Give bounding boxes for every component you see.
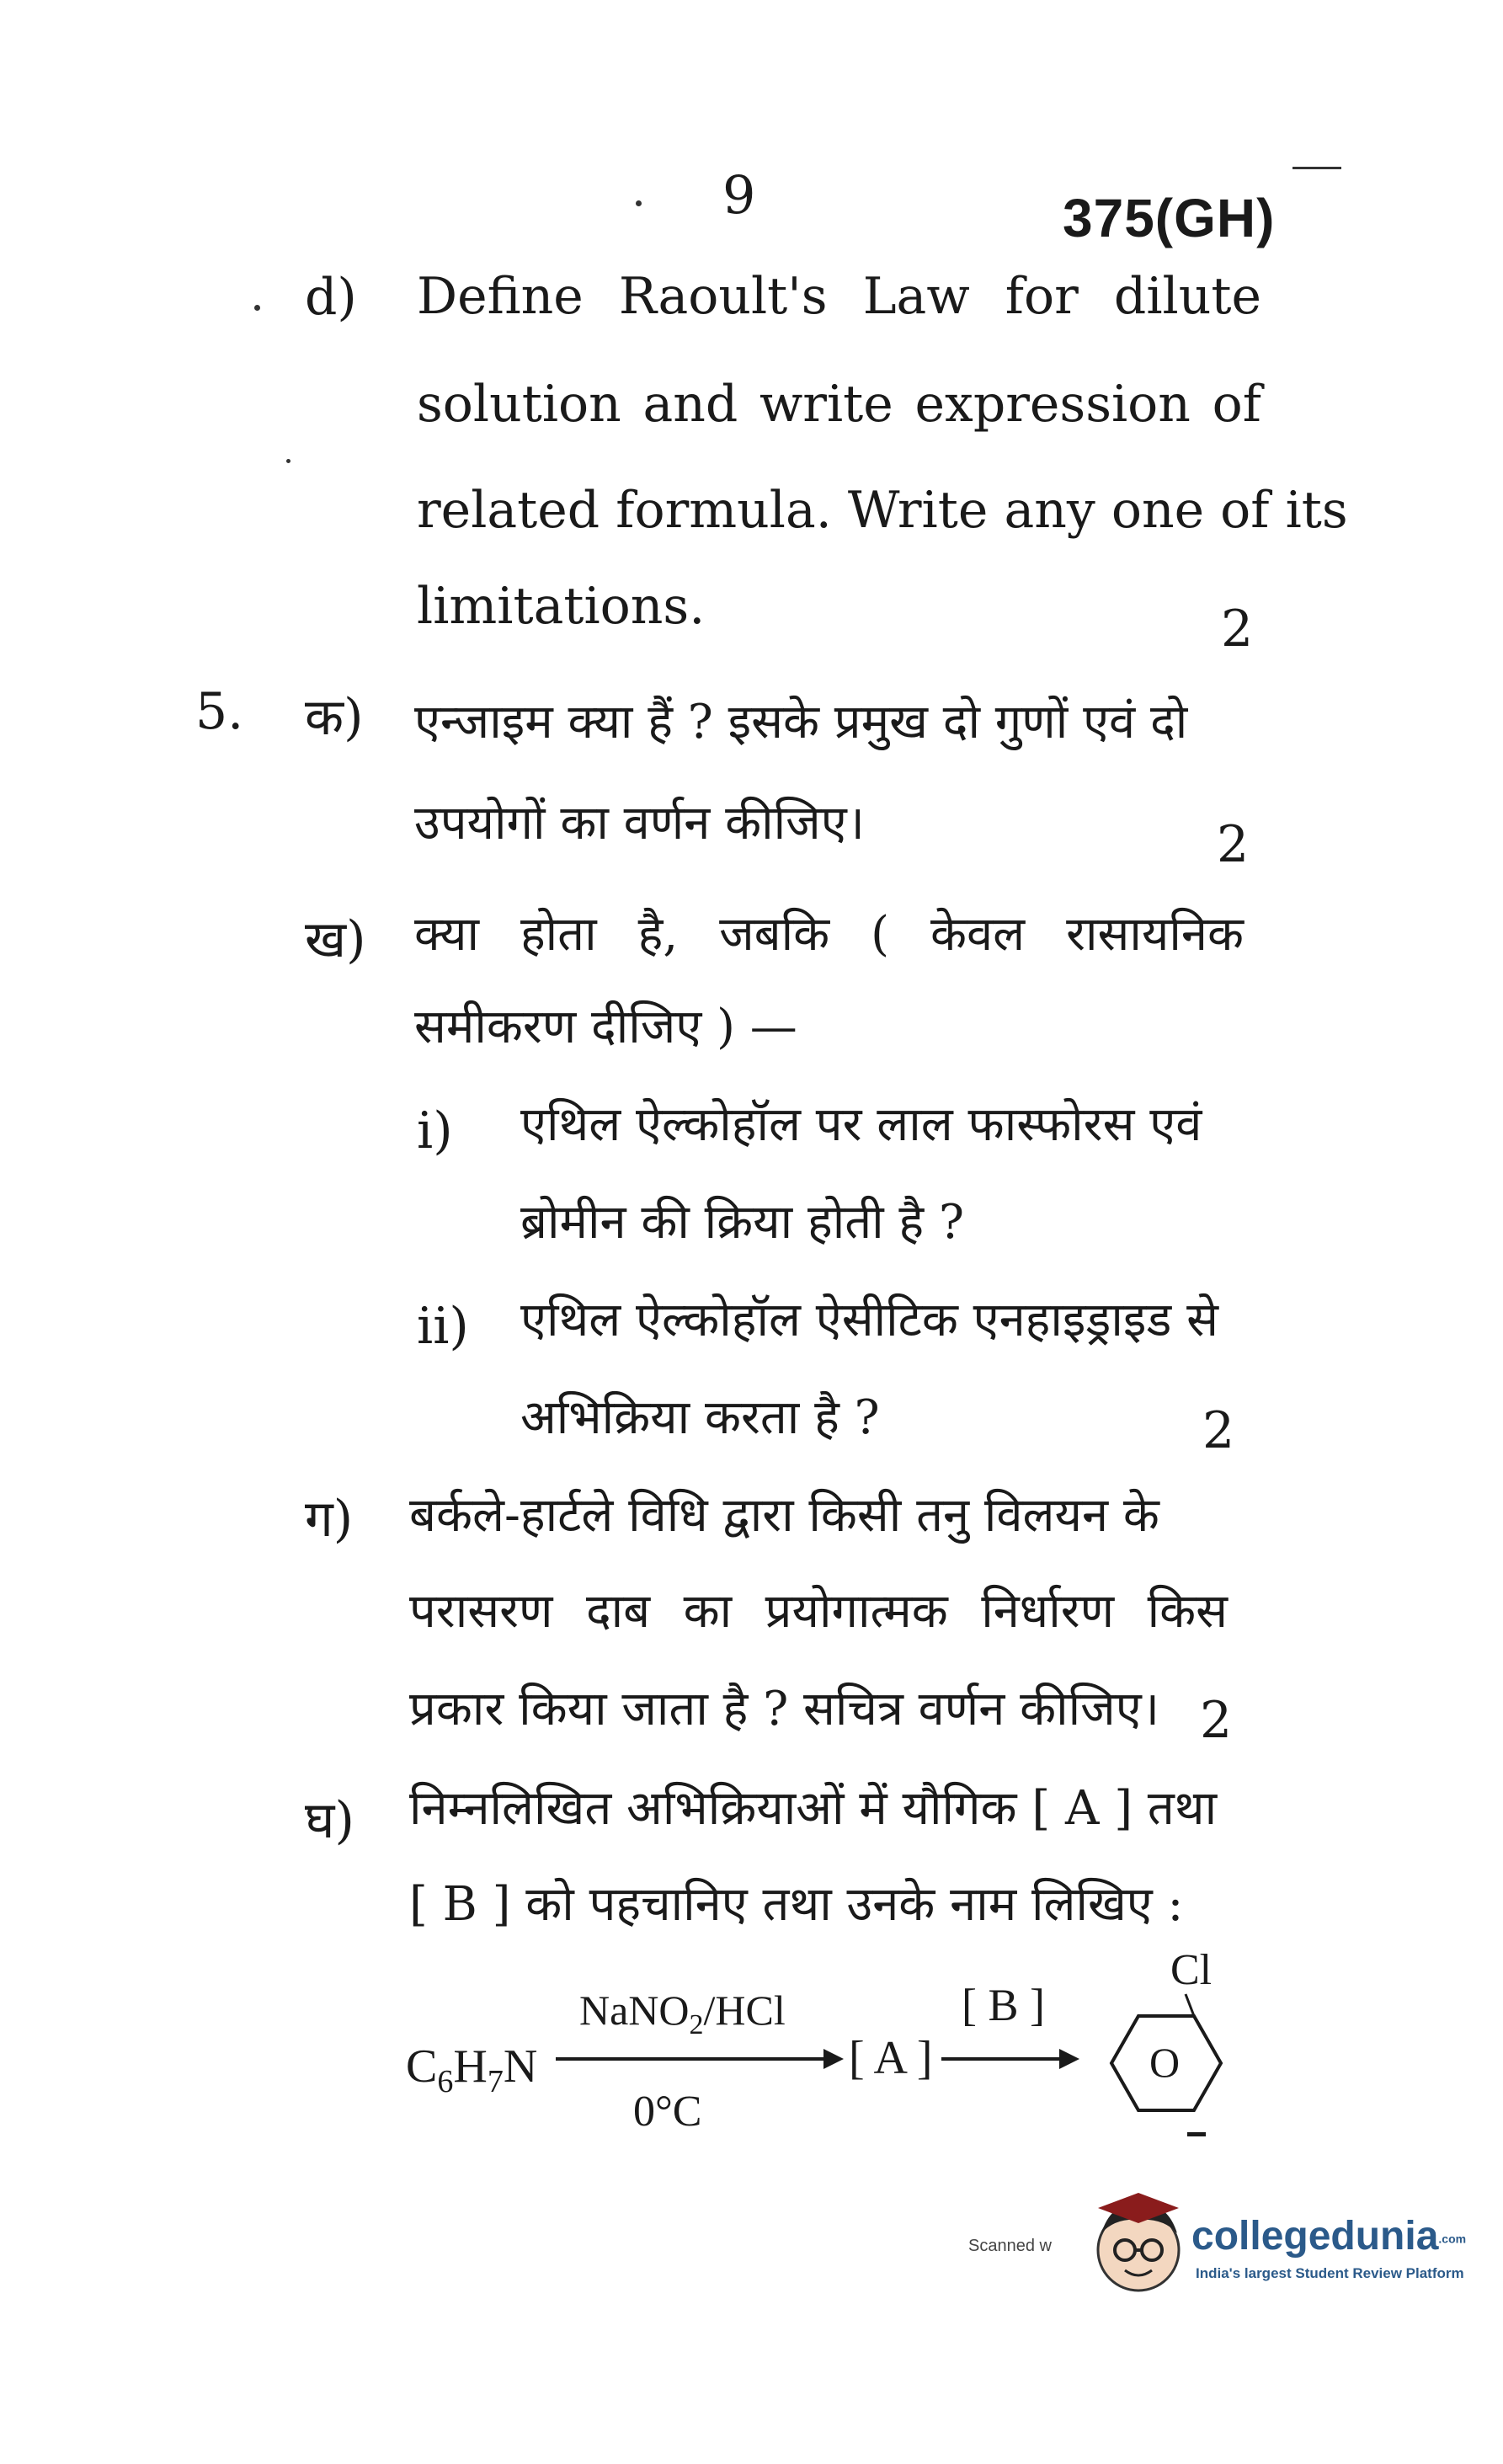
sub-label-i: i)	[417, 1101, 453, 1160]
scan-mark	[1187, 2132, 1206, 2136]
q5ka-line2: उपयोगों का वर्णन कीजिए।	[414, 796, 865, 851]
question-label-d: d)	[305, 268, 357, 327]
word: होता	[520, 907, 597, 962]
word: है,	[637, 907, 679, 962]
word: solution	[417, 375, 621, 434]
word: Raoult's	[618, 267, 828, 326]
page-number: 9	[722, 164, 756, 226]
q4d-line3: related formula. Write any one of its	[417, 481, 1348, 540]
ring-center-label: O	[1149, 2039, 1181, 2086]
word: जबकि	[719, 907, 830, 962]
question-label-ga: ग)	[305, 1490, 354, 1549]
word: केवल	[930, 907, 1026, 962]
question-label-kha: ख)	[305, 910, 366, 969]
marks-q5kha: 2	[1202, 1401, 1235, 1460]
marks-q4d: 2	[1221, 600, 1254, 659]
q5kha-line2: समीकरण दीजिए ) —	[414, 1000, 797, 1054]
substituent-bond	[1186, 1994, 1194, 2016]
word: dilute	[1113, 267, 1261, 326]
word: Define	[417, 267, 584, 326]
question-label-ka: क)	[305, 688, 364, 747]
word: का	[683, 1584, 733, 1639]
word: निर्धारण	[981, 1584, 1115, 1639]
mascot-icon	[1086, 2189, 1187, 2307]
word: write	[759, 375, 893, 434]
paper-code: 375(GH)	[1063, 188, 1276, 248]
word: and	[642, 375, 738, 434]
word: परासरण	[409, 1584, 553, 1639]
arrow-head-2-icon	[1059, 2049, 1079, 2069]
intermediate-a: [ A ]	[849, 2032, 933, 2084]
second-reagent-b: [ B ]	[962, 1980, 1045, 2030]
q4d-line4: limitations.	[417, 577, 706, 636]
marks-q5ga: 2	[1200, 1691, 1233, 1750]
sub-label-ii: ii)	[417, 1297, 469, 1356]
word: दाब	[585, 1584, 651, 1639]
q5gha-line2: [ B ] को पहचानिए तथा उनके नाम लिखिए :	[409, 1877, 1184, 1932]
word: क्या	[414, 907, 479, 962]
word: for	[1005, 267, 1079, 326]
brand-name: collegedunia.com	[1191, 2214, 1467, 2259]
word: Law	[862, 267, 970, 326]
reagent-top: NaNO$_2$/HCl	[579, 1987, 786, 2040]
question-number-5: 5.	[195, 682, 244, 741]
question-label-gha: घ)	[305, 1791, 354, 1850]
word: of	[1212, 375, 1261, 434]
q5kha-i-line1: एथिल ऐल्कोहॉल पर लाल फास्फोरस एवं	[520, 1097, 1202, 1152]
scanned-text: Scanned w	[968, 2237, 1052, 2255]
word: (	[871, 907, 890, 962]
q5ga-line1: बर्कले-हार्टले विधि द्वारा किसी तनु विलयन के	[409, 1488, 1159, 1543]
q5kha-i-line2: ब्रोमीन की क्रिया होती है ?	[520, 1195, 964, 1250]
brand-tagline: India's largest Student Review Platform	[1196, 2265, 1464, 2281]
q5ga-line3: प्रकार किया जाता है ? सचित्र वर्णन कीजिए।	[409, 1682, 1159, 1736]
reactant-formula: $C_6H_7N$	[406, 2040, 538, 2100]
word: expression	[914, 375, 1191, 434]
word: प्रयोगात्मक	[765, 1584, 948, 1639]
product-substituent: Cl	[1170, 1946, 1213, 1994]
q5ka-line1: एन्जाइम क्या हैं ? इसके प्रमुख दो गुणों एवं दो	[414, 695, 1188, 749]
q5gha-line1: निम्नलिखित अभिक्रियाओं में यौगिक [ A ] तथा	[409, 1781, 1218, 1836]
reagent-bottom: 0°C	[633, 2088, 702, 2136]
marks-q5ka: 2	[1217, 815, 1250, 874]
q5kha-ii-line2: अभिक्रिया करता है ?	[520, 1390, 880, 1445]
arrow-head-1-icon	[823, 2049, 844, 2069]
q5kha-ii-line1: एथिल ऐल्कोहॉल ऐसीटिक एनहाइड्राइड से	[520, 1293, 1218, 1347]
word: रासायनिक	[1066, 907, 1244, 962]
word: किस	[1147, 1584, 1228, 1639]
